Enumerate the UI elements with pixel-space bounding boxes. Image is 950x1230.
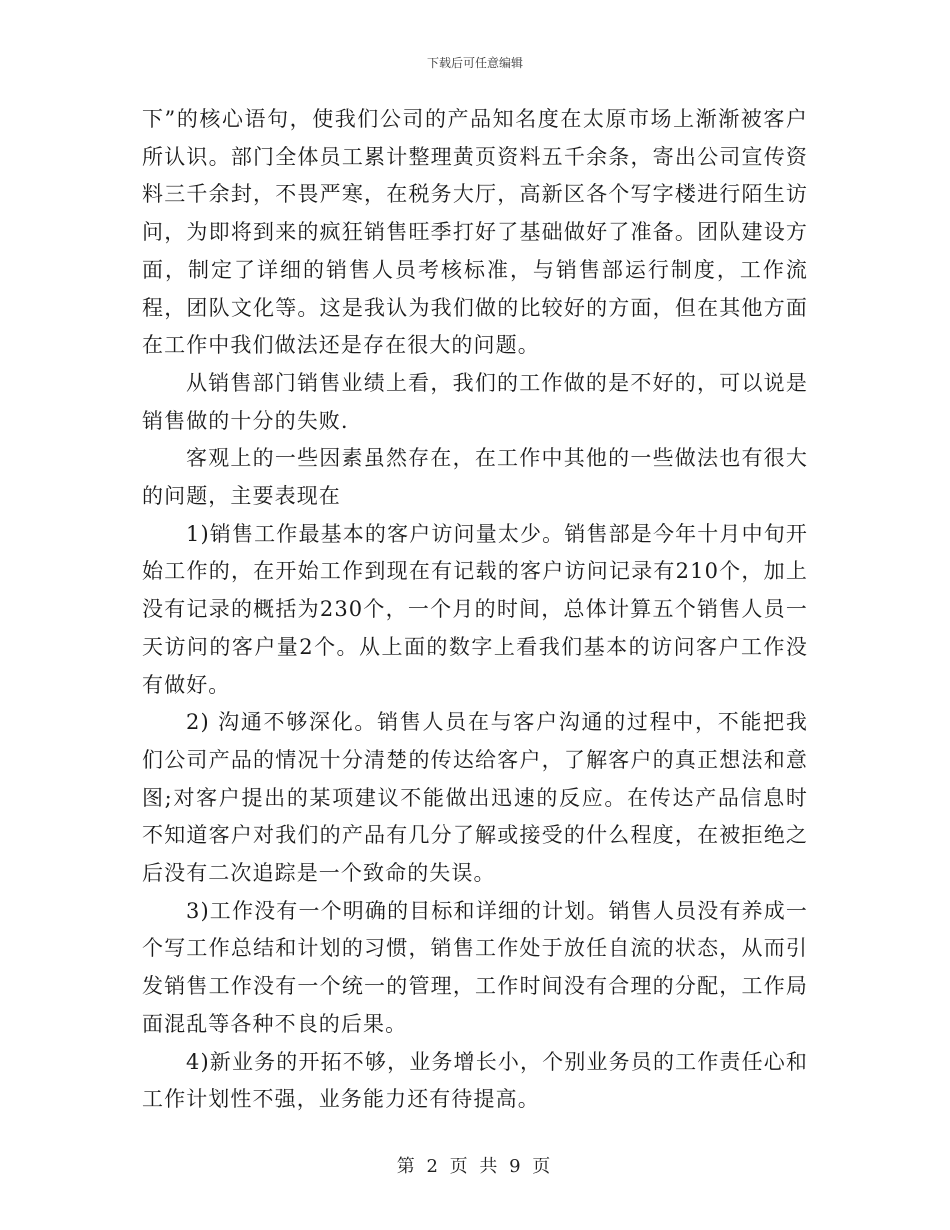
paragraph: 3)工作没有一个明确的目标和详细的计划。销售人员没有养成一个写工作总结和计划的习惯，销售工作处于放任自流的状态，从而引发销售工作没有一个统一的管理，工作时间没有合理的分配，工作局面混乱等各种不良的后果。 [142,898,808,1036]
document-body [142,101,808,1119]
page-number: 第 2 页 共 9 页 [396,1156,554,1177]
paragraph: 从销售部门销售业绩上看，我们的工作做的是不好的，可以说是销售做的十分的失败. [142,370,808,433]
paragraph: 2) 沟通不够深化。销售人员在与客户沟通的过程中，不能把我们公司产品的情况十分清楚的传达给客户，了解客户的真正想法和意图;对客户提出的某项建议不能做出迅速的反应。在传达产品信息时不知道客户对我们的产品有几分了解或接受的什么程度，在被拒绝之后没有二次追踪是一个致命的失误。 [142,710,808,886]
paragraph: 客观上的一些因素虽然存在，在工作中其他的一些做法也有很大的问题，主要表现在 [142,446,808,509]
paragraph: 4)新业务的开拓不够，业务增长小，个别业务员的工作责任心和工作计划性不强，业务能力还有待提高。 [142,1049,808,1112]
page-header: 下载后可任意编辑 [426,56,523,70]
paragraph: 1)销售工作最基本的客户访问量太少。销售部是今年十月中旬开始工作的，在开始工作到现在有记载的客户访问记录有210个，加上没有记录的概括为230个，一个月的时间，总体计算五个销售人员一天访问的客户量2个。从上面的数字上看我们基本的访问客户工作没有做好。 [142,521,808,697]
paragraph: 下”的核心语句，使我们公司的产品知名度在太原市场上渐渐被客户所认识。部门全体员工累计整理黄页资料五千余条，寄出公司宣传资料三千余封，不畏严寒，在税务大厅，高新区各个写字楼进行陌生访问，为即将到来的疯狂销售旺季打好了基础做好了准备。团队建设方面，制定了详细的销售人员考核标准，与销售部运行制度，工作流程，团队文化等。这是我认为我们做的比较好的方面，但在其他方面在工作中我们做法还是存在很大的问题。 [142,107,808,358]
